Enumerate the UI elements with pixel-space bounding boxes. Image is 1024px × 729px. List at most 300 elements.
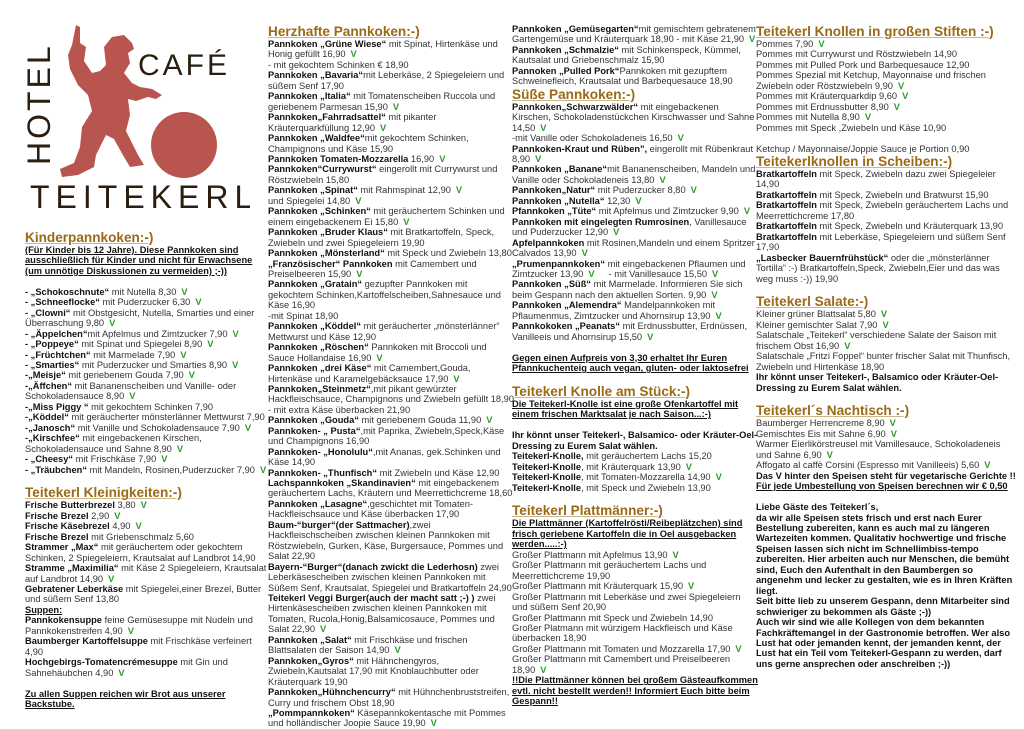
menu-item-description: mit gekochtem Schinken 7,90: [88, 401, 214, 412]
vegetarian-mark: V: [109, 318, 116, 329]
menu-item-description: -mit Spinat 18,90: [268, 310, 339, 321]
menu-item: [25, 423, 267, 433]
menu-item-description: mit Puderzucker 8,80: [595, 185, 686, 196]
vegetarian-mark: V: [826, 449, 833, 460]
menu-item: [512, 581, 758, 591]
section-heading: Teitekerl Knolle am Stück:-): [512, 383, 691, 399]
menu-item-name: Pannkoken„Schwarzwälder“: [512, 101, 639, 112]
menu-item-description: Salatschale „Fritzi Foppel“ bunter frischer Salat mit Thunfisch, Zwiebeln und Hirtenkäse 18,90: [756, 351, 1011, 372]
menu-item-description: eingerollt mit Currywurst und Röstzwiebeln 15,80: [268, 164, 498, 185]
info-text: Das V hinter den Speisen steht für vegetarische Gerichte !!: [756, 470, 1016, 481]
menu-item: [25, 381, 267, 402]
menu-item-description: mit Apfelmus und Zimtzucker 7,90: [87, 328, 228, 339]
menu-item-name: Stramme „Maximilia“: [25, 563, 119, 574]
menu-item-description: mit Leberkäse, 2 Spiegeleiern und süßem Senf 17,90: [268, 70, 505, 91]
menu-item: [512, 462, 758, 472]
menu-item-name: Teitekerl Veggi Burger(auch der macht satt ;-) ): [268, 593, 475, 604]
menu-item: [756, 330, 1018, 351]
menu-item-description: Großer Plattmann mit Leberkäse und zwei Spiegeleiern und süßem Senf 20,90: [512, 591, 741, 613]
menu-item-name: - „Äppelchen“: [25, 328, 88, 339]
menu-item-description: mit eingebackenen Kirschen, Schokoladenstückchen Kirschwasser und Sahne 14,50: [512, 101, 755, 133]
menu-item-description: Käsepannkokentasche mit Pommes und holländischer Joopie Sauce 19,90: [268, 708, 506, 729]
menu-item: [756, 70, 1018, 91]
spacer: [25, 276, 267, 286]
menu-item: [512, 217, 758, 238]
menu-item-description: mit Rahmspinat 12,90: [357, 185, 451, 196]
menu-item: [756, 418, 1018, 428]
menu-item-description: mit gemischtem gebratenem Gartengemüse und Kräuterquark 18,90 - mit Käse 21,90: [512, 24, 756, 45]
menu-item: [512, 592, 758, 613]
menu-item: [268, 656, 514, 687]
logo-graphic: [20, 15, 250, 215]
vegetarian-mark: V: [486, 415, 493, 426]
menu-item-description: Warmer Eierlikörstreusel mit Vamillesauce, Schokoladeneis und Sahne 6,90: [756, 439, 1001, 460]
vegetarian-mark: V: [161, 454, 168, 465]
menu-item-name: Pannkoken „Waldfee“: [268, 133, 365, 144]
menu-item-description: , mit Speck und Zwiebeln 13,90: [581, 482, 711, 493]
menu-item: [268, 196, 514, 206]
menu-item-description: mit Rosinen,Mandeln und einem Spritzer Calvados 13,90: [512, 237, 755, 259]
menu-item-description: mit geräuchertem oder gekochtem Schinken, 2 Spiegeleiern, Krautsalat auf Landbrot 14,90: [25, 542, 256, 563]
menu-item: [268, 363, 514, 384]
menu-item-name: Baumberger Kartoffelsuppe: [25, 636, 148, 647]
section-heading: Teitekerl Knollen in großen Stiften :-): [756, 24, 994, 39]
vegetarian-mark: V: [984, 460, 991, 471]
menu-item-name: Teitekerl-Knolle: [512, 461, 582, 472]
menu-item-name: Frische Butterbrezel: [25, 500, 115, 511]
menu-item-description: mit Puderzucker 6,30: [99, 297, 191, 308]
vegetarian-mark: V: [380, 122, 387, 133]
vegetarian-mark: V: [355, 195, 362, 206]
menu-item: [268, 520, 514, 562]
vegetarian-mark: V: [127, 625, 134, 636]
menu-item: [756, 190, 1018, 200]
menu-item-description: mit Schinkenspeck, Kümmel, Kautsalat und Griebenschmalz 15,90: [512, 44, 741, 66]
menu-item: [268, 562, 514, 593]
column-fries-salads-desserts: [756, 24, 1018, 669]
menu-item-name: Pannkoken „Alemendra“: [512, 300, 622, 311]
menu-item-description: mit geräucherter mönsterlänner Mettwurst 7,90: [68, 412, 265, 423]
menu-item: [512, 133, 758, 143]
menu-item: [268, 708, 514, 729]
menu-item-description: Kleiner grüner Blattsalat 5,80: [756, 309, 876, 320]
menu-item-name: Frische Käsebrezel: [25, 521, 110, 532]
menu-item-name: Teitekerl-Knolle: [512, 472, 582, 483]
menu-item-description: gezupfter Pannkoken mit gekochtem Schinken,Kartoffelscheiben,Sahnesauce und Käse 16,90: [268, 279, 501, 311]
menu-item-name: Pannkoken „Röschen“: [268, 342, 369, 353]
section-heading: Süße Pannkoken:-): [512, 86, 636, 102]
menu-item: [25, 308, 267, 329]
menu-item-name: Pannkoken „Mönsterland“: [268, 248, 385, 259]
vegetarian-mark: V: [140, 500, 147, 511]
menu-item: [268, 154, 514, 164]
menu-item-description: mit Leberkäse, Spiegeleiern und süßem Senf 17,90: [756, 231, 1006, 253]
vegetarian-mark: V: [394, 645, 401, 656]
note-text: Suppen:: [25, 604, 63, 615]
menu-item-description: Gemischtes Eis mit Sahne 6,90: [756, 428, 886, 439]
menu-item-name: Pannkoken- „ Pusta“: [268, 425, 361, 436]
menu-item-description: 4,90: [109, 521, 131, 532]
menu-item: [268, 259, 514, 280]
menu-item: [756, 39, 1018, 49]
menu-item: [756, 102, 1018, 112]
menu-item-name: Pannkoken „Süß“: [512, 279, 592, 290]
vegetarian-mark: V: [114, 510, 121, 521]
vegetarian-mark: V: [715, 472, 722, 483]
menu-item-description: mit Marmelade. Informieren Sie sich beim Gespann nach den aktuellen Sorten. 9,90: [512, 279, 743, 300]
menu-item-description: Pommes mit Nutella 8,90: [756, 112, 860, 123]
menu-item-description: Pommes mit Speck ,Zwiebeln und Käse 10,90: [756, 122, 947, 133]
menu-item: [512, 560, 758, 581]
menu-item: [268, 468, 514, 478]
vegetarian-mark: V: [232, 328, 239, 339]
menu-item-description: , mit Tomaten-Mozzarella 14,90: [581, 472, 711, 483]
menu-item: [268, 185, 514, 195]
menu-item-description: mit Speck und Zwiebeln 13,80: [384, 248, 512, 259]
vegetarian-mark: V: [581, 248, 588, 259]
menu-item-description: mit Käse 2 Spiegeleiern, Krautsalat auf Landbrot 14,90: [25, 563, 267, 584]
menu-item-name: Pannkoken „Schinken“: [268, 206, 371, 217]
menu-item-name: Bratkartoffeln: [756, 200, 817, 211]
menu-item-name: „Französischer“ Pannkoken: [268, 258, 393, 269]
menu-item-description: mit Camembert,Gouda, Hirtenkäse und Karamelgebäcksauce 17,90: [268, 363, 471, 384]
menu-item-name: Pannoken „Pulled Pork“: [512, 65, 620, 76]
menu-item-name: „Pommpannkoken“: [268, 708, 355, 718]
menu-item: [268, 279, 514, 310]
menu-item-description: Pommes mit Currywurst und Röstzwiebeln 14,90: [756, 49, 957, 60]
menu-item: [512, 259, 758, 280]
menu-item: [25, 412, 267, 422]
menu-item-name: Pannkoken„Fahrradsattel“: [268, 112, 386, 123]
column-kids-and-snacks: [25, 230, 267, 709]
menu-item: [756, 221, 1018, 231]
menu-item-description: mit Hähnchengyros, Zwiebeln,Kautsalat 17,90 mit Knoblauchbutter oder Kräuterquark 19,90: [268, 655, 479, 687]
info-text: Seit bitte lieb zu unserem Gespann, denn Mitarbeiter sind schwieriger zu bekommen als Gäste ;-)): [756, 596, 1010, 617]
menu-item-description: Großer Plattmann mit Camembert und Preiselbeeren 18,90: [512, 654, 731, 675]
menu-item-name: Pannkoken „Spinat“: [268, 185, 358, 196]
spacer: [512, 373, 758, 383]
menu-item-description: mit pikanter Kräuterquarkfüllung 12,90: [268, 112, 437, 133]
menu-item-name: - „Schokoschnute“: [25, 286, 110, 297]
menu-item-name: Pannkoken mit eingelegten Rumrosinen: [512, 216, 690, 227]
menu-item: [512, 279, 758, 300]
menu-item-description: Großer Plattmann mit Apfelmus 13,90: [512, 549, 668, 560]
menu-item: [756, 91, 1018, 101]
menu-item-description: - mit gekochtem Schinken € 18,90: [268, 59, 409, 70]
menu-item: [25, 402, 267, 412]
menu-item-description: mit eingebackenem geräuchertem Lachs, Kräutern und Meerrettichcreme 18,60: [268, 478, 513, 499]
menu-item-name: Pannkoken Tomaten-Mozzarella: [268, 153, 409, 164]
menu-item: [25, 584, 267, 605]
menu-item-name: - „Cheesy“: [25, 454, 74, 465]
menu-item-description: Kleiner gemischter Salat 7,90: [756, 319, 878, 330]
menu-item-description: mit Obstgesicht, Nutella, Smarties und einer Überraschung 9,80: [25, 307, 255, 329]
vegetarian-mark: V: [455, 185, 463, 196]
menu-item-name: Lachspannkoken „Skandinavien“: [268, 478, 416, 489]
menu-item: [756, 460, 1018, 470]
menu-item-description: eingerollt mit Rübenkraut 8,90: [512, 143, 754, 164]
menu-item-name: Pannkoken- „Thunfisch“: [268, 467, 377, 478]
menu-item: [268, 206, 514, 227]
menu-item-description: Pommes mit Erdnussbutter 8,90: [756, 101, 889, 112]
menu-item: [512, 196, 758, 206]
menu-item: [268, 415, 514, 425]
menu-item: [25, 657, 267, 678]
menu-item: [512, 451, 758, 461]
menu-item-name: Pannkoken“Currywurst“: [268, 164, 377, 175]
spacer: [756, 284, 1018, 294]
menu-item-description: mit geriebenem Gouda 7,90: [65, 370, 184, 381]
menu-item-description: Pommes Spezial mit Ketchup, Mayonnaise und frischen Zwiebeln oder Röstzwiebeln 9,90: [756, 70, 986, 91]
spacer: [512, 342, 758, 352]
menu-item: [512, 45, 758, 66]
menu-item: [512, 185, 758, 195]
menu-item-name: Teitekerl-Knolle: [512, 482, 582, 493]
menu-item-name: Apfelpannkoken: [512, 237, 585, 248]
menu-item-name: Pannkoken„Hühnchencurry“: [268, 687, 396, 698]
menu-item-description: mit Gin und Sahnehäubchen 4,90: [25, 657, 228, 678]
menu-item-name: Pannkoken„Gyros“: [268, 655, 354, 666]
menu-item-description: mit Vanille und Schokoladensauce 7,90: [75, 422, 240, 433]
vegetarian-mark: V: [207, 339, 214, 350]
menu-item-name: - „Früchtchen“: [25, 349, 91, 360]
menu-item-name: Strammer „Max“: [25, 542, 99, 553]
menu-item-name: Pannkoken„Steinmetz“: [268, 383, 371, 394]
menu-item-name: Pannkoken „Italia“: [268, 91, 351, 102]
menu-item: [512, 623, 758, 644]
vegetarian-mark: V: [403, 216, 410, 227]
menu-item: [268, 342, 514, 363]
menu-item-description: ,geschichtet mit Tomaten-Hackfleischsauce und Käse überbacken 17,90: [268, 498, 473, 520]
menu-item: [512, 654, 758, 675]
menu-item-description: mit geräucherter „mönsterlänner“ Mettwurst und Käse 12,90: [268, 321, 500, 342]
vegetarian-mark: V: [195, 297, 202, 308]
menu-item-name: - „Clowni“: [25, 307, 71, 318]
menu-item-description: und Spiegelei 14,80: [268, 195, 351, 206]
logo-cafe-text: CAFÉ: [138, 49, 231, 82]
menu-item-name: - „Träubchen“: [25, 464, 87, 475]
section-heading: Teitekerl Salate:-): [756, 294, 869, 310]
menu-item-description: mit eingebackenen Pflaumen und Zimtzucker 13,90: [512, 258, 746, 279]
menu-item: [25, 615, 267, 636]
menu-item-description: mit Speck, Zwiebeln dazu zwei Spiegeleier 14,90: [756, 168, 996, 190]
menu-item-description: mit Speck, Zwiebeln und Bratwurst 15,90: [816, 189, 989, 200]
vegetarian-mark: V: [844, 340, 851, 351]
vegetarian-mark: V: [453, 373, 460, 384]
menu-item-name: „Lasbecker Bauernfrühstück“: [756, 252, 889, 263]
menu-item-name: Frische Brezel: [25, 531, 89, 542]
menu-item-description: Pannkoken mit Broccoli und Sauce Hollandaise 16,90: [268, 342, 487, 363]
menu-item-description: mit Speck, Zwiebeln geräuchertem Lachs und Meerrettichcreme 17,80: [756, 200, 1009, 221]
menu-item-name: -„Äffchen“: [25, 380, 72, 391]
menu-item: [756, 60, 1018, 70]
menu-item-description: Großer Plattmann mit Tomaten und Mozzarella 17,90: [512, 643, 731, 654]
note-text: (Für Kinder bis 12 Jahre). Diese Pannkoken sind ausschließlich für Kinder und nicht für Erwachsene (um unnötige Diskussionen zu vermeiden) ;-)): [25, 245, 253, 276]
menu-item: [25, 339, 267, 349]
spacer: [756, 133, 1018, 143]
menu-item: [268, 447, 514, 468]
menu-item-description: mit Frischkäse und frischen Blattsalaten der Saison 14,90: [268, 634, 468, 656]
menu-item-name: Pannkoken „Köddel“: [268, 321, 361, 332]
note-text: Zu allen Suppen reichen wir Brot aus unserer Backstube.: [25, 688, 226, 709]
menu-item-description: mit Speck, Zwiebeln und Kräuterquark 13,90: [816, 221, 1004, 232]
menu-item: [268, 70, 514, 91]
menu-item: [512, 472, 758, 482]
menu-item: [268, 311, 514, 321]
logo-teitekerl-text: TEITEKERL: [30, 179, 250, 215]
note-text: !!Die Plattmänner können bei großem Gästeaufkommen evtl. nicht bestellt werden!! Informiert Euch bitte beim Gespann!!: [512, 675, 758, 707]
menu-item-description: zwei Hirtenkäsescheiben zwischen kleinen Pannkoken mit Tomaten, Rucola,Honig,Balsamicosauce, Pommes und Salat 22,90: [268, 593, 496, 635]
spacer: [512, 493, 758, 503]
menu-item-description: mit Nutella 8,30: [109, 286, 177, 297]
menu-item: [268, 133, 514, 154]
menu-item: [756, 351, 1018, 372]
menu-item: [756, 253, 1018, 284]
menu-item: [268, 635, 514, 656]
menu-item: [25, 297, 267, 307]
menu-item: [268, 405, 514, 415]
vegetarian-mark: V: [430, 718, 437, 729]
vegetarian-mark: V: [129, 391, 136, 402]
menu-item-option: - mit Vanillesauce 15,50: [608, 268, 708, 279]
section-heading: Teitekerl Kleinigkeiten:-): [25, 485, 182, 501]
vegetarian-mark: V: [685, 461, 692, 472]
info-text: Auch wir sind wie alle Kollegen von dem bekannten Fachkräftemangel in der Gastronomie betroffen. Wer also Lust hat oder jemanden kennt, der jemanden kennt, der Lust hat ein Teil vom Teitekerl-Gespann zu werden, darf uns gerne ansprechen oder anschreiben ;-)): [756, 617, 1011, 669]
menu-item-description: Großer Platmann mit würzigem Hackfleisch und Käse überbacken 18,90: [512, 622, 733, 644]
menu-item-description: Affogato al caffè Corsini (Espresso mit Vanilleeis) 5,60: [756, 460, 980, 471]
menu-item-name: Hochgebirgs-Tomatencrémesuppe: [25, 657, 178, 668]
menu-item-description: , Vanillesauce und Puderzucker 12,90: [512, 216, 747, 238]
menu-item-description: mit geräuchertem Schinken und einem eingebackenem Ei 15,80: [268, 206, 505, 227]
menu-item: [512, 66, 758, 87]
note-text: Gegen einen Aufpreis von 3,30 erhaltet Ihr Euren Pfannkuchenteig auch vegan, gluten- oder laktosefrei: [512, 352, 749, 374]
menu-item-name: Pannkoken „Grüne Wiese“: [268, 39, 387, 49]
menu-item-name: Gebratener Leberkäse: [25, 584, 124, 595]
menu-item: [25, 542, 267, 563]
vegetarian-mark: V: [540, 664, 547, 675]
spacer: [512, 420, 758, 430]
menu-item-description: 2,90: [88, 510, 110, 521]
menu-item-name: Pannkoken „Gratain“: [268, 279, 363, 290]
menu-item-description: mit Marmelade 7,90: [90, 349, 176, 360]
menu-item-name: Pannkoken „Banane“: [512, 164, 608, 175]
menu-item-name: Pannkoken „Gemüsegarten“: [512, 24, 639, 34]
menu-item-name: Pannkoken-Kraut und Rüben",: [512, 143, 648, 154]
menu-item: [268, 60, 514, 70]
menu-item-name: Pfannkoken „Tüte“: [512, 206, 597, 217]
menu-item-name: Pannkoken „Lasagne“: [268, 498, 368, 509]
vegetarian-mark: V: [392, 101, 400, 112]
menu-item-description: feine Gemüsesuppe mit Nudeln und Pannkokenstreifen 4,90: [25, 615, 253, 636]
menu-item: [25, 465, 267, 475]
menu-item-description: - mit extra Käse überbacken 21,90: [268, 404, 411, 415]
vegetarian-mark: V: [181, 286, 188, 297]
menu-item: [756, 123, 1018, 133]
vegetarian-mark: V: [350, 49, 357, 60]
menu-item-name: Bratkartoffeln: [756, 189, 817, 200]
menu-item: [756, 429, 1018, 439]
menu-item: [268, 687, 514, 708]
menu-item-description: mit Mandeln, Rosinen,Puderzucker 7,90: [87, 464, 255, 475]
menu-item: [756, 49, 1018, 59]
menu-item-name: Bratkartoffeln: [756, 231, 817, 242]
menu-item-description: mit Erdnussbutter, Erdnüssen, Vanilleeis und Ahornsirup 15,50: [512, 321, 748, 342]
menu-item-name: Bayern-“Burger“(danach zwickt die Lederhosn): [268, 561, 478, 572]
menu-item-description: mit Spinat und Spiegelei 8,90: [78, 339, 203, 350]
section-heading: Teitekerlknollen in Scheiben:-): [756, 153, 953, 169]
menu-item-description: -mit Vanille oder Schokoladeneis 16,50: [512, 133, 673, 144]
menu-item-name: - „Schneeflocke“: [25, 297, 100, 308]
menu-item-name: Pannkoken „Bavaria“: [268, 70, 364, 81]
menu-item-description: , mit Kräuterquark 13,90: [581, 461, 681, 472]
menu-item: [268, 227, 514, 248]
menu-item: [268, 39, 514, 60]
menu-item-description: mit Camembert und Preiselbeeren 15,90: [268, 258, 477, 279]
menu-item: [25, 511, 267, 521]
menu-item-description: 12,30: [604, 195, 631, 206]
menu-item-description: zwei Leberkäsescheiben zwischen kleinen Pannkoken mit Süßem Senf, Krautsalat, Spiegelei und Bratkartoffeln 24,90: [268, 561, 512, 593]
column-sweet-potatoes-plattmaenner: [512, 24, 758, 707]
menu-item-description: oder die „mönsterlänner Tortilla“ :-) Bratkartoffeln,Speck, Zwiebeln,Eier und das was weg muss :-)) 19,90: [756, 252, 1000, 284]
menu-item-description: Mandelpannkoken mit Pflaumenmus, Zimtzucker und Ahornsirup 13,90: [512, 300, 716, 321]
spacer: [25, 678, 267, 688]
menu-item: [512, 238, 758, 259]
menu-item: [25, 454, 267, 464]
menu-item-description: mit Griebenschmalz 5,60: [88, 531, 194, 542]
info-text: Liebe Gäste des Teitekerl´s,: [756, 502, 879, 513]
menu-item: [512, 144, 758, 165]
menu-item-description: Baumberger Herrencreme 8,90: [756, 418, 885, 429]
menu-item-description: mit Frischkäse 7,90: [73, 454, 157, 465]
vegetarian-mark: V: [880, 309, 888, 320]
vegetarian-mark: V: [376, 352, 383, 363]
menu-item-description: mit Bananenscheiben, Mandeln und Vanille oder Schokoladeneis 13,80: [512, 164, 756, 185]
menu-item-name: Teitekerl-Knolle,: [512, 451, 584, 462]
vegetarian-mark: V: [535, 153, 542, 164]
spacer: [756, 492, 1018, 502]
menu-item-name: Pannkokoken „Peanats“: [512, 321, 620, 332]
menu-item: [25, 370, 267, 380]
note-text: Für jede Umbestellung von Speisen berechnen wir € 0,50: [756, 481, 1008, 492]
menu-item: [512, 102, 758, 133]
menu-item: [268, 321, 514, 342]
note-text: Die Plattmänner (Kartoffelrösti/Reibeplätzchen) sind frisch geriebene Kartoffeln die in Oel ausgebacken werden.....:-): [512, 518, 743, 550]
section-heading: Teitekerl Plattmänner:-): [512, 503, 663, 519]
gnome-figure-icon: [60, 25, 162, 177]
vegetarian-mark: V: [890, 428, 897, 439]
menu-item: [268, 164, 514, 185]
vegetarian-mark: V: [711, 289, 718, 300]
menu-item: [268, 426, 514, 447]
logo-hotel-text: HOTEL: [21, 43, 57, 165]
vegetarian-mark: V: [889, 418, 896, 429]
vegetarian-mark: V: [897, 80, 905, 91]
section-heading: Teitekerl´s Nachtisch :-): [756, 403, 910, 419]
vegetarian-mark: V: [135, 521, 142, 532]
vegetarian-mark: V: [588, 268, 595, 279]
menu-item: [512, 24, 758, 45]
menu-item: [268, 384, 514, 405]
vegetarian-mark: V: [176, 443, 184, 454]
menu-item-description: mit Bratkartoffeln, Speck, Zwiebeln und zwei Spiegeleiern 19,90: [268, 227, 495, 248]
menu-item-name: Bratkartoffeln: [756, 168, 817, 179]
menu-item: [512, 300, 758, 321]
menu-item-name: - „Smarties“: [25, 359, 80, 370]
menu-item-description: mit Tomatenscheiben Ruccola und geriebenem Parmesan 15,90: [268, 91, 496, 112]
menu-item: [268, 91, 514, 112]
menu-item: [512, 321, 758, 342]
menu-item-description: 3,80: [114, 500, 136, 511]
